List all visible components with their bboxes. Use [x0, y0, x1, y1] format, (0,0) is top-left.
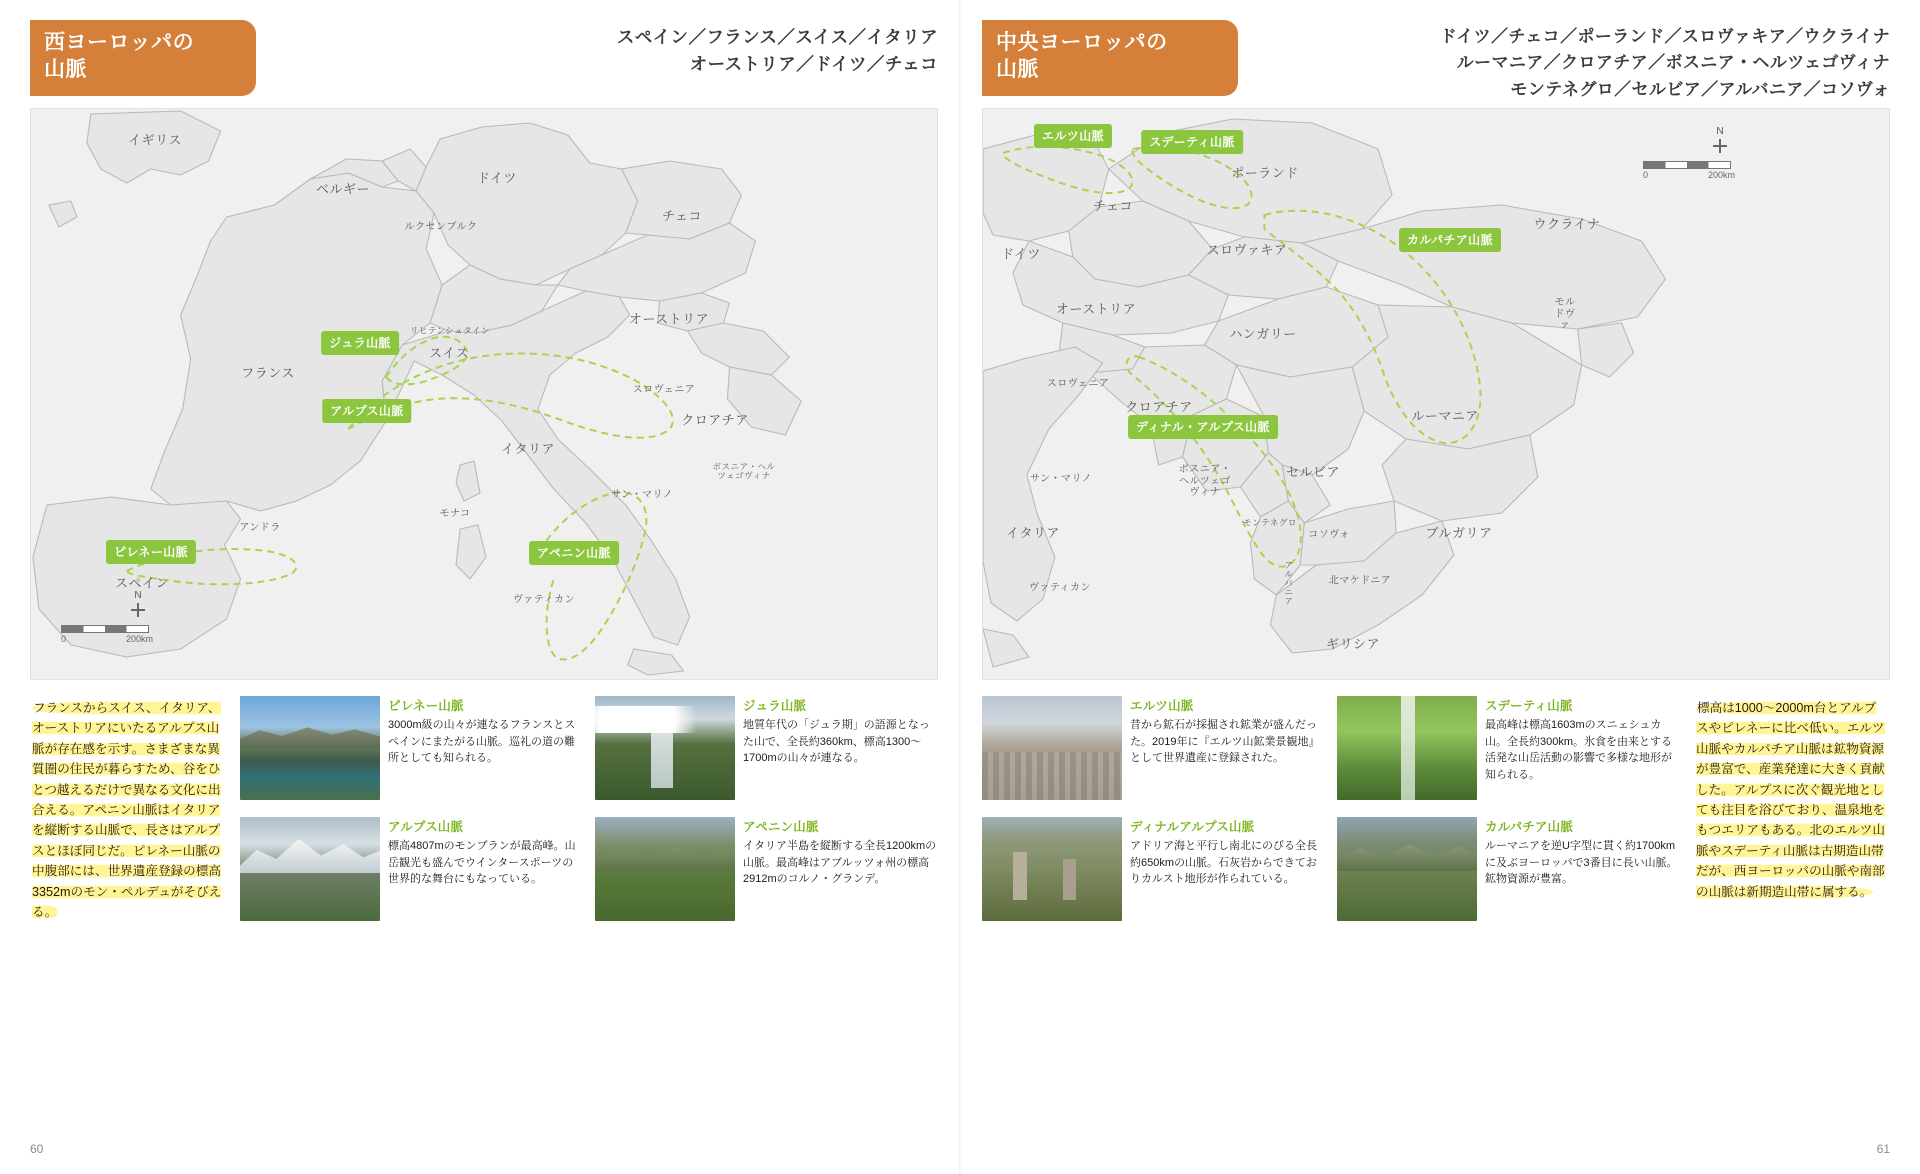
card-pyrenees [240, 696, 583, 807]
country-label-belgium: ベルギー [315, 181, 371, 197]
left-map [30, 108, 938, 680]
right-page-title [982, 20, 1238, 96]
country-label-czech: チェコ [661, 208, 703, 224]
card-sudetes [1337, 696, 1680, 807]
right-map-vector [983, 109, 1889, 679]
card-carpathians [1337, 817, 1680, 928]
range-tag-dinaric-alps: ディナル・アルプス山脈 [1128, 415, 1278, 439]
left-subtitle-line2: オーストリア／ドイツ／チェコ [256, 51, 938, 78]
country-label-italy: イタリア [1005, 525, 1061, 541]
scalebar-bar [1643, 161, 1731, 169]
country-label-slovakia: スロヴァキア [1206, 242, 1288, 258]
scalebar-min: 0 [61, 634, 67, 644]
range-tag-apennines: アペニン山脈 [529, 541, 619, 565]
carpathians-photo [1337, 817, 1477, 921]
card-text [1130, 696, 1325, 807]
country-label-moldova: モルドヴァ [1554, 296, 1576, 331]
left-note-text: フランスからスイス、イタリア、オーストリアにいたるアルプス山脈が存在感を示す。さまざまな異質圏の住民が暮らすため、谷をひとつ越えるだけで異なる文化に出合える。アペニン山脈はイタリアを縦断する山脈で、長さはアルプスとほぼ同じだ。ピレネー山脈の中腹部には、世界遺産登録の標高3352mのモン・ペルデュがそびえる。 [32, 701, 222, 919]
country-label-hungary: ハンガリー [1229, 326, 1297, 342]
left-page-title [30, 20, 256, 96]
country-label-croatia: クロアチア [681, 412, 749, 428]
left-card-grid [240, 696, 938, 928]
compass-north-label: N [134, 590, 142, 601]
country-label-monaco: モナコ [439, 508, 471, 520]
scalebar-bar [61, 625, 149, 633]
country-label-vatican: ヴァティカン [512, 594, 576, 606]
range-tag-carpathians: カルパチア山脈 [1399, 228, 1501, 252]
country-label-vatican: ヴァティカン [1028, 582, 1092, 594]
right-page-number: 61 [1876, 1142, 1890, 1156]
range-tag-sudetes: スデーティ山脈 [1141, 130, 1243, 154]
country-label-albania: アルバニア [1283, 560, 1294, 606]
right-header [982, 0, 1890, 108]
card-body: 最高峰は標高1603mのスニェシュカ山。全長約300km。氷食を由来とする活発な山岳活動の影響で多様な地形が知られる。 [1485, 719, 1673, 781]
card-text [1485, 696, 1680, 807]
card-body: イタリア半島を縦断する全長1200kmの山脈。最高峰はアブルッツォ州の標高2912mのコルノ・グランデ。 [743, 840, 937, 885]
compass-rose-icon [131, 603, 145, 617]
range-tag-alps: アルプス山脈 [322, 399, 411, 423]
country-label-montenegro: モンテネグロ [1243, 517, 1297, 528]
country-label-slovenia: スロヴェニア [1046, 378, 1110, 390]
right-subtitle [1238, 0, 1890, 103]
right-card-grid [982, 696, 1680, 928]
left-page-number: 60 [30, 1142, 44, 1156]
card-title: アルプス山脈 [388, 820, 464, 834]
right-subtitle-line2: ルーマニア／クロアチア／ボスニア・ヘルツェゴヴィナ [1238, 50, 1890, 76]
country-label-kosovo: コソヴォ [1308, 529, 1350, 541]
country-label-andorra: アンドラ [239, 522, 281, 534]
card-title: ディナルアルプス山脈 [1130, 820, 1255, 834]
right-subtitle-line1: ドイツ／チェコ／ポーランド／スロヴァキア／ウクライナ [1238, 24, 1890, 50]
country-label-germany: ドイツ [1001, 246, 1041, 262]
left-subtitle [256, 0, 938, 78]
alps-photo [240, 817, 380, 921]
jura-photo [595, 696, 735, 800]
right-title-line1: 中央ヨーロッパの [996, 31, 1168, 54]
card-title: エルツ山脈 [1130, 699, 1194, 713]
card-body: 3000m級の山々が連なるフランスとスペインにまたがる山脈。巡礼の道の難所としても知られる。 [388, 719, 576, 764]
card-body: 地質年代の「ジュラ期」の語源となった山で、全長約360km、標高1300～1700mの山々が連なる。 [743, 719, 930, 764]
scalebar-max: 200km [1707, 170, 1735, 180]
left-bottom [30, 696, 938, 928]
apennines-photo [595, 817, 735, 921]
range-tag-jura: ジュラ山脈 [321, 331, 399, 355]
card-body: 昔から鉱石が採掘され鉱業が盛んだった。2019年に『エルツ山鉱業景観地』として世界遺産に登録された。 [1130, 719, 1320, 764]
country-label-france: フランス [241, 365, 295, 381]
card-body: アドリア海と平行し南北にのびる全長約650kmの山脈。石灰岩からできておりカルスト地形が作られている。 [1130, 840, 1317, 885]
card-body: ルーマニアを逆U字型に貫く約1700kmに及ぶヨーロッパで3番目に長い山脈。鉱物資源が豊富。 [1485, 840, 1678, 885]
country-label-switzerland: スイス [428, 345, 470, 361]
card-erzgebirge [982, 696, 1325, 807]
compass-rose-icon [1713, 139, 1727, 153]
card-apennines [595, 817, 938, 928]
country-label-slovenia: スロヴェニア [632, 384, 696, 396]
range-tag-erzgebirge: エルツ山脈 [1034, 124, 1112, 148]
country-label-liechtenstein: リヒテンシュタイン [409, 325, 491, 336]
right-note [1694, 696, 1890, 928]
left-map-vector [31, 109, 937, 679]
country-label-bulgaria: ブルガリア [1425, 525, 1493, 541]
card-alps [240, 817, 583, 928]
country-label-germany: ドイツ [477, 170, 517, 186]
erzgebirge-photo [982, 696, 1122, 800]
compass-north-label: N [1716, 126, 1724, 137]
right-subtitle-line3: モンテネグロ／セルビア／アルバニア／コソヴォ [1238, 77, 1890, 103]
card-text [388, 696, 583, 807]
card-jura [595, 696, 938, 807]
card-text [1130, 817, 1325, 928]
card-title: アペニン山脈 [743, 820, 819, 834]
left-subtitle-line1: スペイン／フランス／スイス／イタリア [256, 24, 938, 51]
country-label-poland: ポーランド [1231, 165, 1299, 181]
country-label-sanmarino: サン・マリノ [610, 489, 674, 501]
left-title-line1: 西ヨーロッパの [44, 31, 195, 54]
left-header [30, 0, 938, 108]
scalebar-min: 0 [1643, 170, 1649, 180]
right-title-line2: 山脈 [996, 57, 1039, 81]
country-label-luxembourg: ルクセンブルク [404, 221, 478, 233]
range-tag-pyrenees: ピレネー山脈 [106, 540, 196, 564]
country-label-romania: ルーマニア [1411, 408, 1479, 424]
card-title: カルパチア山脈 [1485, 820, 1574, 834]
country-label-bosnia: ボスニア・ヘルツェゴヴィナ [712, 461, 776, 481]
left-note [30, 696, 226, 928]
country-label-czech: チェコ [1092, 198, 1134, 214]
country-label-bosnia: ボスニア・ヘルツェゴヴィナ [1178, 463, 1232, 498]
right-page [960, 0, 1920, 1174]
country-label-spain: スペイン [114, 575, 170, 591]
country-label-north-macedonia: 北マケドニア [1328, 575, 1392, 587]
country-label-sanmarino: サン・マリノ [1029, 473, 1093, 485]
card-title: ピレネー山脈 [388, 699, 464, 713]
book-gutter [959, 0, 961, 1174]
card-text [743, 696, 938, 807]
right-bottom [982, 696, 1890, 928]
card-text [388, 817, 583, 928]
pyrenees-photo [240, 696, 380, 800]
sudetes-photo [1337, 696, 1477, 800]
card-dinaric [982, 817, 1325, 928]
map-scalebar [1643, 161, 1735, 180]
country-label-croatia: クロアチア [1125, 399, 1193, 415]
right-note-text: 標高は1000～2000m台とアルプスやピレネーに比べ低い。エルツ山脈やカルパチア山脈は鉱物資源が豊富で、産業発達に大きく貢献した。アルプスに次ぐ観光地としても注目を浴びており、温泉地をもつエリアもある。北のエルツ山脈やスデーティ山脈は古期造山帯だが、西ヨーロッパの山脈や南部の山脈は新期造山帯に属する。 [1696, 701, 1885, 899]
country-label-ukraine: ウクライナ [1533, 216, 1601, 232]
dinaric-photo [982, 817, 1122, 921]
left-title-line2: 山脈 [44, 57, 87, 81]
country-label-austria: オーストリア [628, 311, 710, 327]
scalebar-max: 200km [125, 634, 153, 644]
map-scalebar [61, 625, 153, 644]
country-label-serbia: セルビア [1285, 464, 1341, 480]
country-label-italy: イタリア [500, 441, 556, 457]
card-title: スデーティ山脈 [1485, 699, 1573, 713]
right-map [982, 108, 1890, 680]
country-label-austria: オーストリア [1055, 301, 1137, 317]
card-text [743, 817, 938, 928]
country-label-uk: イギリス [128, 132, 182, 148]
card-title: ジュラ山脈 [743, 699, 807, 713]
card-text [1485, 817, 1680, 928]
card-body: 標高4807mのモンブランが最高峰。山岳観光も盛んでウインタースポーツの世界的な舞台にもなっている。 [388, 840, 576, 885]
country-label-greece: ギリシア [1325, 636, 1381, 652]
